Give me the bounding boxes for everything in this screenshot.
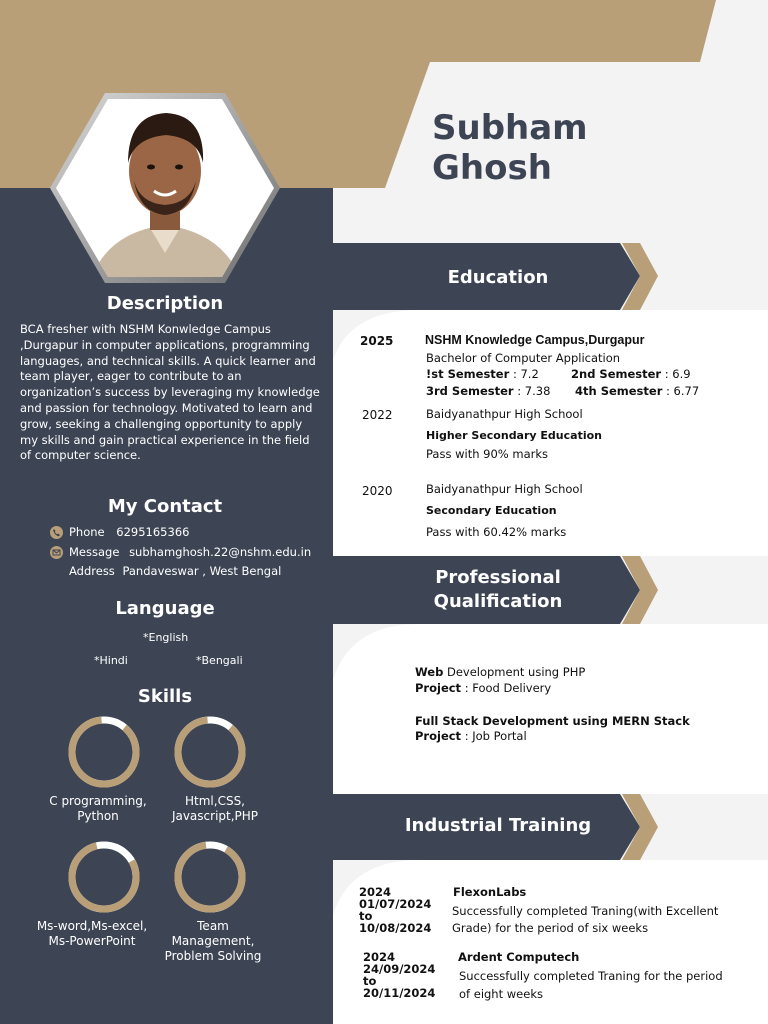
- skill-label: Html,CSS, Javascript,PHP: [171, 794, 259, 823]
- semester-score: 2nd Semester : 6.9: [571, 367, 691, 381]
- training-dates: 2024 01/07/2024 to 10/08/2024: [359, 885, 432, 935]
- address-label: Address: [69, 564, 115, 578]
- language-item: *Hindi: [94, 654, 128, 667]
- education-year: 2025: [360, 334, 394, 348]
- language-item: *English: [143, 631, 189, 644]
- first-name: Subham: [432, 108, 588, 148]
- message-label: Message: [69, 545, 120, 559]
- skill-ring: [170, 715, 250, 795]
- training-description: Successfully completed Traning for the period of eight weeks: [459, 969, 723, 1001]
- skill-label: Ms-word,Ms-excel, Ms-PowerPoint: [36, 919, 148, 948]
- phone-icon: [50, 526, 63, 539]
- qualification-heading: Professional Qualification: [433, 567, 563, 612]
- skills-heading: Skills: [137, 686, 193, 707]
- skill-ring: [64, 840, 144, 920]
- semester-score: !st Semester : 7.2: [426, 367, 539, 381]
- message-icon: [50, 546, 63, 559]
- training-company: FlexonLabs: [453, 885, 527, 899]
- education-school: Baidyanathpur High School: [426, 407, 583, 421]
- education-school: NSHM Knowledge Campus,Durgapur: [425, 333, 645, 347]
- education-school: Baidyanathpur High School: [426, 482, 583, 496]
- education-result: Pass with 90% marks: [426, 447, 549, 461]
- education-year: 2022: [362, 408, 393, 422]
- training-company: Ardent Computech: [458, 950, 580, 964]
- skill-label: C programming, Python: [49, 794, 147, 823]
- education-year: 2020: [362, 484, 393, 498]
- training-dates: 2024 24/09/2024 to 20/11/2024: [363, 950, 436, 1000]
- address-value: Pandaveswar , West Bengal: [122, 564, 282, 578]
- language-item: *Bengali: [196, 654, 243, 667]
- qualification-title: Full Stack Development using MERN Stack: [415, 714, 690, 728]
- contact-address: [69, 564, 281, 578]
- semester-score: 4th Semester : 6.77: [575, 384, 700, 398]
- education-level: Secondary Education: [426, 504, 557, 517]
- full-name: [432, 108, 588, 188]
- phone-label: Phone: [69, 525, 105, 539]
- education-degree: Bachelor of Computer Application: [426, 351, 621, 365]
- training-heading: Industrial Training: [404, 815, 592, 836]
- description-text: BCA fresher with NSHM Konwledge Campus ,Durgapur in computer applications, programming languages, and technical skills. A quick learner and team player, eager to contribute to an organization’s success by leveraging my knowledge and passion for technology. Motivated to learn and grow, seeking a challenging opportunity to apply my skills and gain practical experience in the field of computer science.: [20, 322, 320, 463]
- profile-photo: [50, 93, 280, 283]
- language-heading: Language: [115, 598, 215, 619]
- email-address[interactable]: subhamghosh.22@nshm.edu.in: [129, 545, 312, 559]
- qualification-title: Web Development using PHP: [415, 665, 586, 679]
- contact-phone: [50, 525, 189, 539]
- contact-heading: My Contact: [107, 496, 223, 517]
- semester-score: 3rd Semester : 7.38: [426, 384, 551, 398]
- phone-number[interactable]: 6295165366: [116, 525, 190, 539]
- qualification-project: Project : Food Delivery: [415, 681, 552, 695]
- education-result: Pass with 60.42% marks: [426, 525, 567, 539]
- description-heading: Description: [106, 293, 224, 314]
- training-description: Successfully completed Traning(with Excellent Grade) for the period of six weeks: [452, 904, 719, 935]
- skill-label: Team Management, Problem Solving: [164, 919, 262, 963]
- education-level: Higher Secondary Education: [426, 429, 602, 442]
- skill-ring: [64, 715, 144, 795]
- contact-message: [50, 545, 311, 559]
- qualification-project: Project : Job Portal: [415, 729, 527, 743]
- last-name: Ghosh: [432, 148, 552, 188]
- skill-ring: [170, 840, 250, 920]
- education-heading: Education: [447, 267, 549, 288]
